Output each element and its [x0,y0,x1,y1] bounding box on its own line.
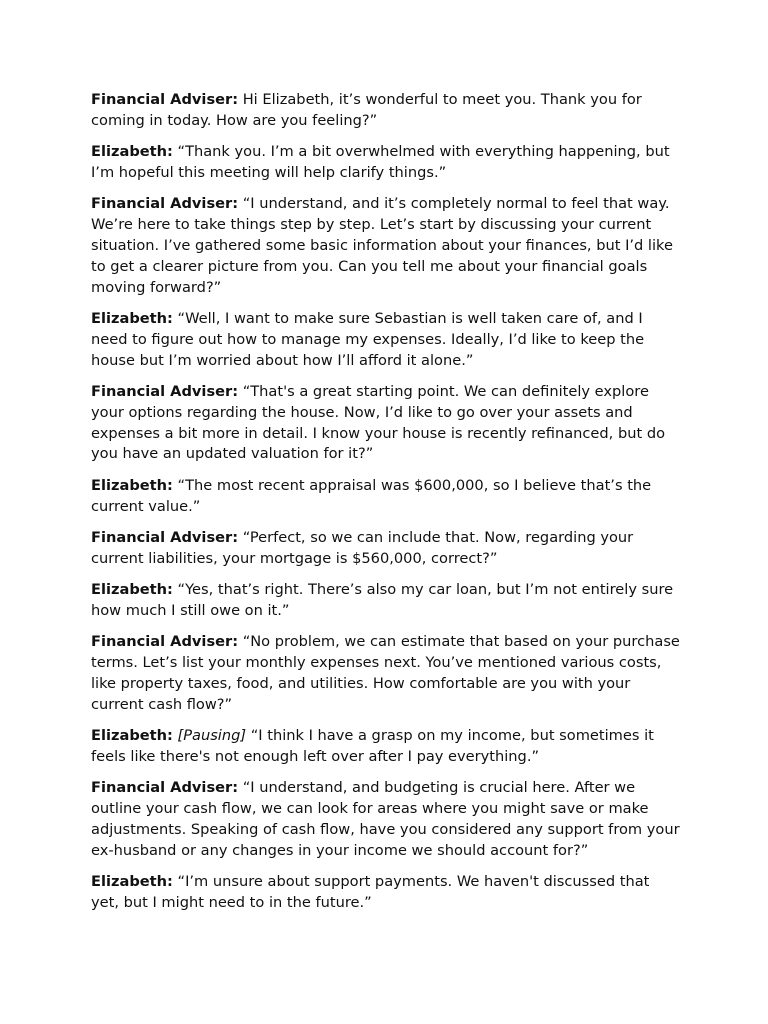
transcript [91,90,681,924]
speaker-label: Elizabeth: [91,143,173,161]
speaker-label: Financial Adviser: [91,633,239,651]
dialogue-paragraph [91,726,681,768]
dialogue-text: Hi Elizabeth, it’s wonderful to meet you. Thank you for coming in today. How are you feeling?” [91,91,642,129]
speaker-label: Elizabeth: [91,309,173,327]
dialogue-paragraph [91,142,681,184]
dialogue-text: “No problem, we can estimate that based on your purchase terms. Let’s list your monthly expenses next. You’ve mentioned various costs, like property taxes, food, and utilities. How comfortable are you with your current cash flow?” [91,633,680,713]
dialogue-text: “I understand, and it’s completely normal to feel that way. We’re here to take things step by step. Let’s start by discussing your current situation. I’ve gathered some basic information about your finances, but I’d like to get a clearer picture from you. Can you tell me about your financial goals moving forward?” [91,195,673,296]
speaker-label: Financial Adviser: [91,195,239,213]
dialogue-paragraph [91,528,681,570]
dialogue-paragraph [91,382,681,465]
dialogue-paragraph [91,194,681,298]
dialogue-paragraph [91,90,681,132]
speaker-label: Financial Adviser: [91,382,239,400]
dialogue-text: “I’m unsure about support payments. We haven't discussed that yet, but I might need to in the future.” [91,873,650,911]
dialogue-text: “Yes, that’s right. There’s also my car loan, but I’m not entirely sure how much I still owe on it.” [91,581,674,619]
dialogue-text: “I think I have a grasp on my income, but sometimes it feels like there's not enough left over after I pay everything.” [91,727,654,765]
dialogue-paragraph [91,632,681,715]
dialogue-text: “Perfect, so we can include that. Now, regarding your current liabilities, your mortgage is $560,000, correct?” [91,528,634,567]
dialogue-text: “Thank you. I’m a bit overwhelmed with everything happening, but I’m hopeful this meeting will help clarify things.” [91,143,670,181]
speaker-label: Financial Adviser: [91,91,239,108]
dialogue-paragraph [91,476,681,518]
dialogue-paragraph [91,580,681,622]
dialogue-text: “I understand, and budgeting is crucial here. After we outline your cash flow, we can look for areas where you might save or make adjustments. Speaking of cash flow, have you considered any support from your ex-husband or any changes in your income we should account for?” [91,779,680,859]
dialogue-text: “The most recent appraisal was $600,000, so I believe that’s the current value.” [91,476,652,515]
speaker-label: Financial Adviser: [91,528,239,546]
dialogue-text: “Well, I want to make sure Sebastian is well taken care of, and I need to figure out how to manage my expenses. Ideally, I’d like to keep the house but I’m worried about how I’ll afford it alone.” [91,309,645,369]
dialogue-paragraph [91,309,681,371]
speaker-label: Elizabeth: [91,476,173,494]
speaker-label: Elizabeth: [91,727,173,745]
speaker-label: Elizabeth: [91,873,173,891]
stage-direction: [Pausing] [177,727,247,745]
speaker-label: Financial Adviser: [91,779,239,797]
dialogue-text: “That's a great starting point. We can definitely explore your options regarding the house. Now, I’d like to go over your assets and expenses a bit more in detail. I know your house is recently refinanced, but do you have an updated valuation for it?” [91,382,666,463]
dialogue-paragraph [91,778,681,861]
speaker-label: Elizabeth: [91,581,173,599]
dialogue-paragraph [91,872,681,914]
